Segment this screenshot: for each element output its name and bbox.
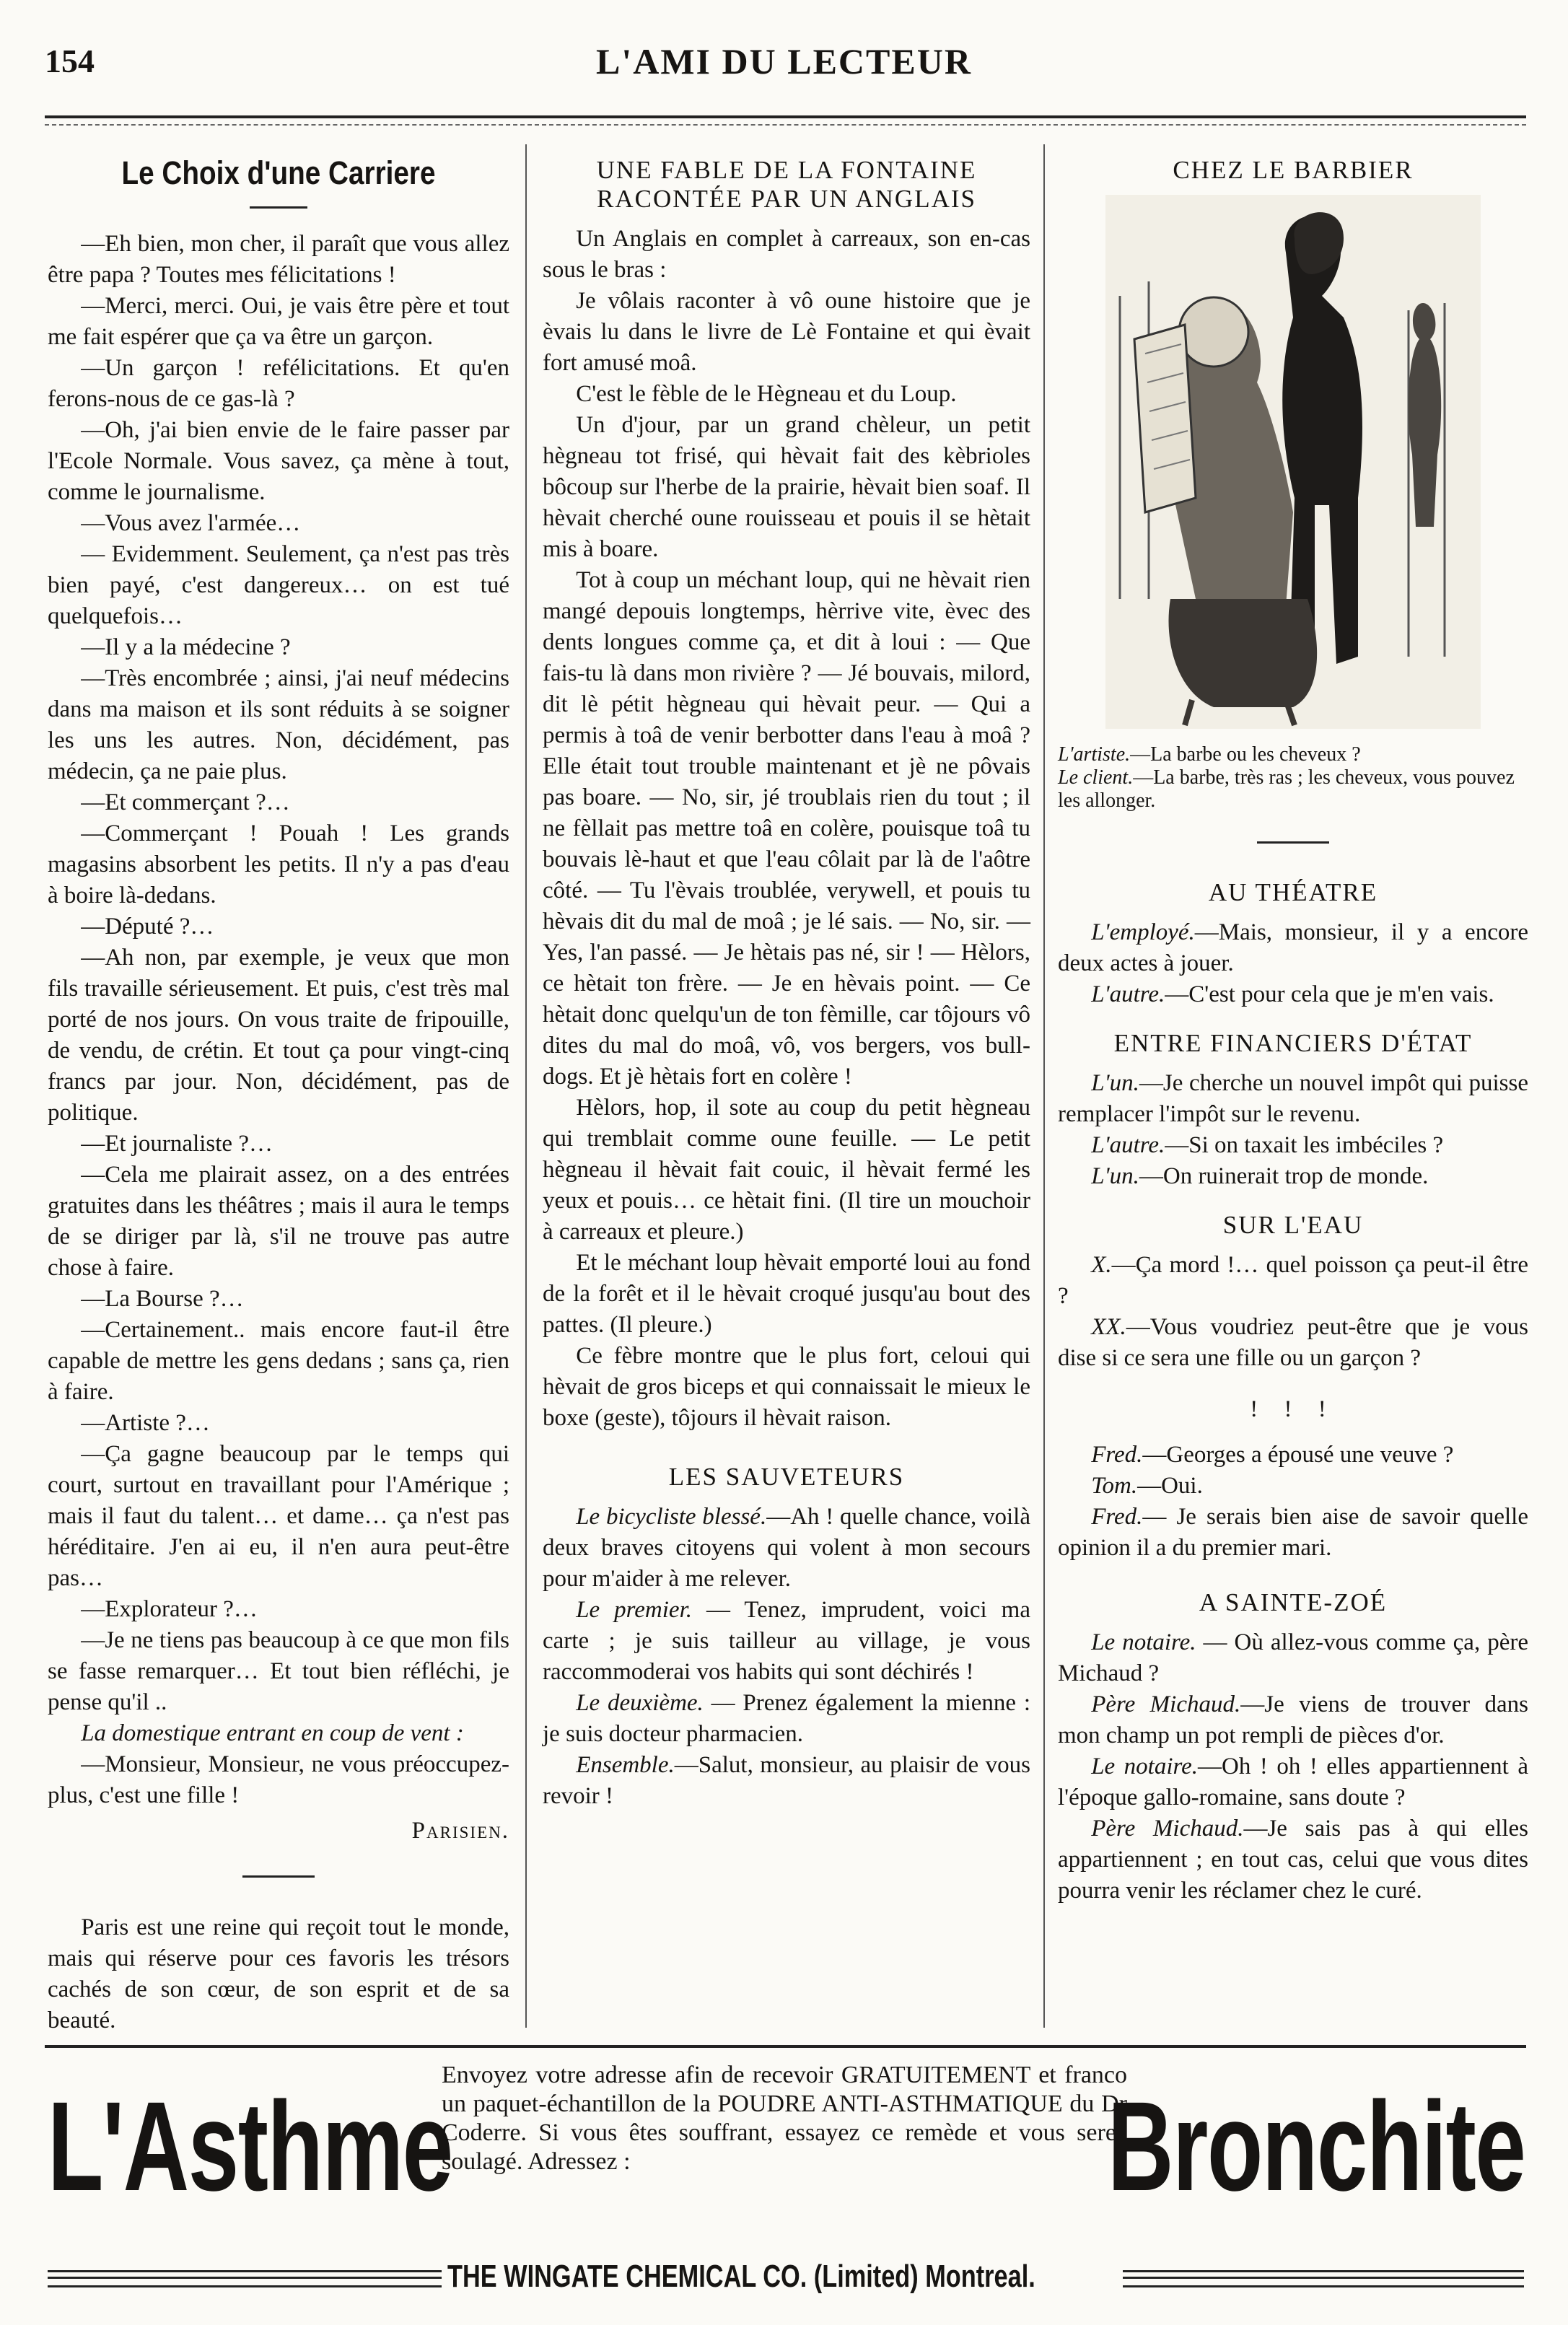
epigram: Paris est une reine qui reçoit tout le monde, mais qui réserve pour ces favoris les trésors cachés de son cœur, de son esprit et de sa beauté.	[48, 1914, 509, 2033]
line-text: —Je sais pas à qui elles appartiennent ; en tout cas, celui que vous dites pourra venir les réclamer chez le curé.	[1058, 1816, 1528, 1904]
paragraph: —La Bourse ?…	[81, 1286, 244, 1312]
paragraph: —Oh, j'ai bien envie de le faire passer par l'Ecole Normale. Vous savez, ça mène à tout, comme le journalisme.	[48, 417, 509, 505]
paragraph: C'est le fèble de le Hègneau et du Loup.	[576, 381, 957, 407]
line-text: —Ah ! quelle chance, voilà deux braves citoyens qui volent à mon secours pour m'aider à me relever.	[543, 1504, 1030, 1592]
line-text: —Georges a épousé une veuve ?	[1142, 1442, 1454, 1468]
dialogue-line	[1058, 1312, 1528, 1374]
dialogue-line	[1058, 1161, 1528, 1192]
fable-title: UNE FABLE DE LA FONTAINE RACONTÉE PAR UN ANGLAIS	[596, 156, 977, 213]
speaker: Tom.	[1091, 1473, 1138, 1499]
speaker: Le premier.	[576, 1597, 693, 1623]
paragraph: —Il y a la médecine ?	[81, 634, 291, 660]
paragraph: Ce fèbre montre que le plus fort, celoui qui hèvait de gros biceps et qui connaissait le mieux le boxe (geste), tôjours il hèvait raison.	[543, 1343, 1030, 1431]
running-title: L'AMI DU LECTEUR	[596, 41, 972, 82]
line-text: —C'est pour cela que je m'en vais.	[1165, 981, 1494, 1007]
ad-body-text: Envoyez votre adresse afin de recevoir GRATUITEMENT et franco un paquet-échantillon de la POUDRE ANTI-ASTHMATIQUE du Dr Coderre. Si vous êtes souffrant, essayez ce remède et vous serez soulagé. Adressez :	[442, 2062, 1127, 2175]
column-choix-carriere	[48, 147, 509, 2036]
speaker: L'un.	[1091, 1070, 1139, 1096]
header-rule	[45, 115, 1526, 118]
paragraph: —Et journaliste ?…	[81, 1131, 273, 1157]
sainte-zoe-title: A SAINTE-ZOÉ	[1199, 1588, 1388, 1616]
paragraph: —Monsieur, Monsieur, ne vous préoccupez-plus, c'est une fille !	[48, 1751, 509, 1808]
illustration-caption	[1058, 743, 1528, 813]
dialogue-line	[1058, 979, 1528, 1010]
speaker: X.	[1091, 1252, 1112, 1278]
line-text: — Je serais bien aise de savoir quelle opinion il a du premier mari.	[1058, 1504, 1528, 1561]
speaker: Père Michaud.	[1091, 1816, 1244, 1842]
paragraph: —Eh bien, mon cher, il paraît que vous allez être papa ? Toutes mes félicitations !	[48, 231, 509, 288]
speaker: Le notaire.	[1091, 1753, 1199, 1779]
line-text: —La barbe ou les cheveux ?	[1130, 743, 1361, 766]
exclamation-marks: ! ! !	[1250, 1396, 1336, 1422]
ad-decorative-bar	[1123, 2270, 1524, 2287]
line-text: —Je cherche un nouvel impôt qui puisse remplacer l'impôt sur le revenu.	[1058, 1070, 1528, 1127]
financiers-title: ENTRE FINANCIERS D'ÉTAT	[1113, 1029, 1473, 1057]
speaker: Le client.	[1058, 766, 1134, 789]
speaker: Père Michaud.	[1091, 1691, 1241, 1717]
dialogue-line	[1058, 1440, 1528, 1471]
speaker: L'un.	[1091, 1163, 1139, 1189]
page-number: 154	[45, 43, 95, 79]
paragraph: —Ah non, par exemple, je veux que mon fils travaille sérieusement. Et puis, c'est très mal porté de nos jours. On vous traite de fripouille, de vendu, de crétin. Et tout ça pour vingt-cinq francs par jour. Non, décidément, pas de politique.	[48, 945, 509, 1126]
header-rule-dashed	[45, 124, 1526, 126]
title-rule	[250, 206, 307, 209]
column-divider-2	[1043, 144, 1045, 2028]
line-text: —Oui.	[1137, 1473, 1203, 1499]
caption-line	[1058, 766, 1528, 813]
paragraph: Et le méchant loup hèvait emporté loui au fond de la forêt et il le hèvait croqué jusqu'au bout des pattes. (Il pleure.)	[543, 1250, 1030, 1338]
column-varietes	[1058, 147, 1528, 1906]
paragraph: —Vous avez l'armée…	[81, 510, 301, 536]
paragraph: —Artiste ?…	[81, 1410, 210, 1436]
paragraph: —Et commerçant ?…	[81, 789, 290, 815]
ad-headline-bronchite: Bronchite	[1107, 2076, 1525, 2217]
speaker: L'artiste.	[1058, 743, 1131, 766]
line-text: —Salut, monsieur, au plaisir de vous revoir !	[543, 1752, 1030, 1809]
dialogue-line	[543, 1595, 1030, 1688]
line-text: —La barbe, très ras ; les cheveux, vous pouvez les allonger.	[1058, 766, 1515, 812]
paragraph: —Explorateur ?…	[81, 1596, 258, 1622]
column-divider-1	[525, 144, 527, 2028]
paragraph: Je vôlais raconter à vô oune histoire que je èvais lu dans le livre de Lè Fontaine et qui èvait fort amusé moâ.	[543, 288, 1030, 376]
dialogue-line	[1058, 1751, 1528, 1813]
dialogue-line	[1058, 1502, 1528, 1564]
speaker: L'employé.	[1091, 919, 1195, 945]
speaker: Fred.	[1091, 1442, 1143, 1468]
section-rule	[1257, 841, 1329, 844]
speaker: Le notaire.	[1091, 1629, 1196, 1655]
paragraph: — Evidemment. Seulement, ça n'est pas très bien payé, c'est dangereux… on est tué quelquefois…	[48, 541, 509, 629]
paragraph: —Cela me plairait assez, on a des entrées gratuites dans les théâtres ; mais il aura le temps de se diriger par là, s'il ne trouve pas autre chose à faire.	[48, 1162, 509, 1281]
advertisement-rule	[45, 2045, 1526, 2048]
speaker: Fred.	[1091, 1504, 1143, 1530]
paragraph: —Très encombrée ; ainsi, j'ai neuf médecins dans ma maison et ils sont réduits à se soigner les uns les autres. Non, décidément, pas médecin, ça ne paie plus.	[48, 665, 509, 784]
ad-headline-asthme: L'Asthme	[48, 2076, 452, 2217]
dialogue-line	[1058, 917, 1528, 979]
paragraph: —Un garçon ! refélicitations. Et qu'en ferons-nous de ce gas-là ?	[48, 355, 509, 412]
theatre-title: AU THÉATRE	[1208, 878, 1378, 906]
paragraph: Un Anglais en complet à carreaux, son en-cas sous le bras :	[543, 226, 1030, 283]
stage-direction: La domestique entrant en coup de vent :	[81, 1720, 464, 1746]
line-text: —Mais, monsieur, il y a encore deux actes à jouer.	[1058, 919, 1528, 976]
caption-line	[1058, 743, 1528, 766]
speaker: L'autre.	[1091, 981, 1165, 1007]
line-text: — Tenez, imprudent, voici ma carte ; je suis tailleur au village, je vous raccommoderai vos habits qui sont déchirés !	[543, 1597, 1030, 1685]
line-text: —Ça mord !… quel poisson ça peut-il être ?	[1058, 1252, 1528, 1309]
dialogue-line	[1058, 1627, 1528, 1689]
section-rule	[242, 1875, 315, 1878]
line-text: —Oh ! oh ! elles appartiennent à l'époque gallo-romaine, sans doute ?	[1058, 1753, 1528, 1810]
paragraph: —Certainement.. mais encore faut-il être capable de mettre les gens dedans ; sans ça, rien à faire.	[48, 1317, 509, 1405]
paragraph: —Ça gagne beaucoup par le temps qui court, surtout en travaillant pour l'Amérique ; mais il faut du talent… et dame… ça n'est pas héréditaire. J'en ai eu, il n'en aura peut-être pas…	[48, 1441, 509, 1591]
dialogue-line	[543, 1750, 1030, 1812]
speaker: Le bicycliste blessé.	[576, 1504, 767, 1530]
ad-company-name: THE WINGATE CHEMICAL CO. (Limited) Montreal.	[447, 2259, 1035, 2294]
speaker: Ensemble.	[576, 1752, 675, 1778]
dialogue-line	[1058, 1689, 1528, 1751]
barbier-title: CHEZ LE BARBIER	[1173, 156, 1414, 184]
dialogue-line	[543, 1688, 1030, 1750]
paragraph: Tot à coup un méchant loup, qui ne hèvait rien mangé depouis longtemps, hèrrive vite, èvec des dents longues comme ça, et dit à loui : — Que fais-tu là dans mon rivière ? — Jé bouvais, milord, dit lè pétit hègneau qui hèvait peur. — Qui a permis à toâ de venir berbotter dans l'eau à moâ ? Elle était tout trouble maintenant et jè ne pôvais pas boare. — No, sir, jé troublais rien du tout ; il ne fèllait pas mettre toâ en colère, pouisque toâ tu bouvais lè-haut et que l'eau côlait par là de l'aôtre côté. — Tu l'èvais troublée, verywell, et pouis tu hèvais dit du mal de moâ ; je lé sais. — No, sir. — Yes, l'an passé. — Je hètais pas né, sir ! — Hèlors, ce hètait ton frère. — Je en hèvais point. — Ce hètait donc quelqu'un de ton fèmille, car tôjours vô dites du mal do moâ, vô, vos bergers, vos bull-dogs. Et jè hètais fort en colère !	[543, 567, 1030, 1090]
paragraph: —Député ?…	[81, 914, 214, 940]
article-title: Le Choix d'une Carriere	[121, 154, 436, 191]
line-text: — Où allez-vous comme ça, père Michaud ?	[1058, 1629, 1528, 1686]
speaker: L'autre.	[1091, 1132, 1165, 1158]
eau-title: SUR L'EAU	[1222, 1211, 1364, 1239]
line-text: —Vous voudriez peut-être que je vous dise si ce sera une fille ou un garçon ?	[1058, 1314, 1528, 1371]
ad-decorative-bar	[48, 2270, 442, 2287]
speaker: Le deuxième.	[576, 1690, 704, 1716]
dialogue-line	[1058, 1813, 1528, 1906]
speaker: XX.	[1091, 1314, 1126, 1340]
barber-illustration	[1105, 195, 1481, 729]
dialogue-line	[1058, 1068, 1528, 1130]
paragraph: Un d'jour, par un grand chèleur, un petit hègneau tot frisé, qui hèvait fait des kèbrioles bôcoup sur l'herbe de la prairie, hèvait bien soaf. Il hèvait cherché oune rouisseau et pouis il se hètait mis à boare.	[543, 412, 1030, 562]
paragraph: —Je ne tiens pas beaucoup à ce que mon fils se fasse remarquer… Et tout bien réfléchi, je pense qu'il ..	[48, 1627, 509, 1715]
line-text: —On ruinerait trop de monde.	[1139, 1163, 1429, 1189]
dialogue-line	[1058, 1130, 1528, 1161]
paragraph: —Merci, merci. Oui, je vais être père et tout me fait espérer que ça va être un garçon.	[48, 293, 509, 350]
signature: Parisien.	[411, 1818, 509, 1844]
sauveteurs-title: LES SAUVETEURS	[668, 1463, 905, 1491]
paragraph: —Commerçant ! Pouah ! Les grands magasins absorbent les petits. Il n'y a pas d'eau à boire là-dedans.	[48, 820, 509, 908]
dialogue-line	[1058, 1471, 1528, 1502]
dialogue-line	[543, 1502, 1030, 1595]
line-text: —Je viens de trouver dans mon champ un pot rempli de pièces d'or.	[1058, 1691, 1528, 1748]
line-text: — Prenez également la mienne : je suis docteur pharmacien.	[543, 1690, 1030, 1747]
column-fable	[543, 147, 1030, 1812]
paragraph: Hèlors, hop, il sote au coup du petit hègneau qui tremblait comme oune feuille. — Le petit hègneau il hèvait fait couic, il hèvait fermé les yeux et pouis… ce hètait fini. (Il tire un mouchoir à carreaux et pleure.)	[543, 1095, 1030, 1245]
line-text: —Si on taxait les imbéciles ?	[1165, 1132, 1444, 1158]
dialogue-line	[1058, 1250, 1528, 1312]
